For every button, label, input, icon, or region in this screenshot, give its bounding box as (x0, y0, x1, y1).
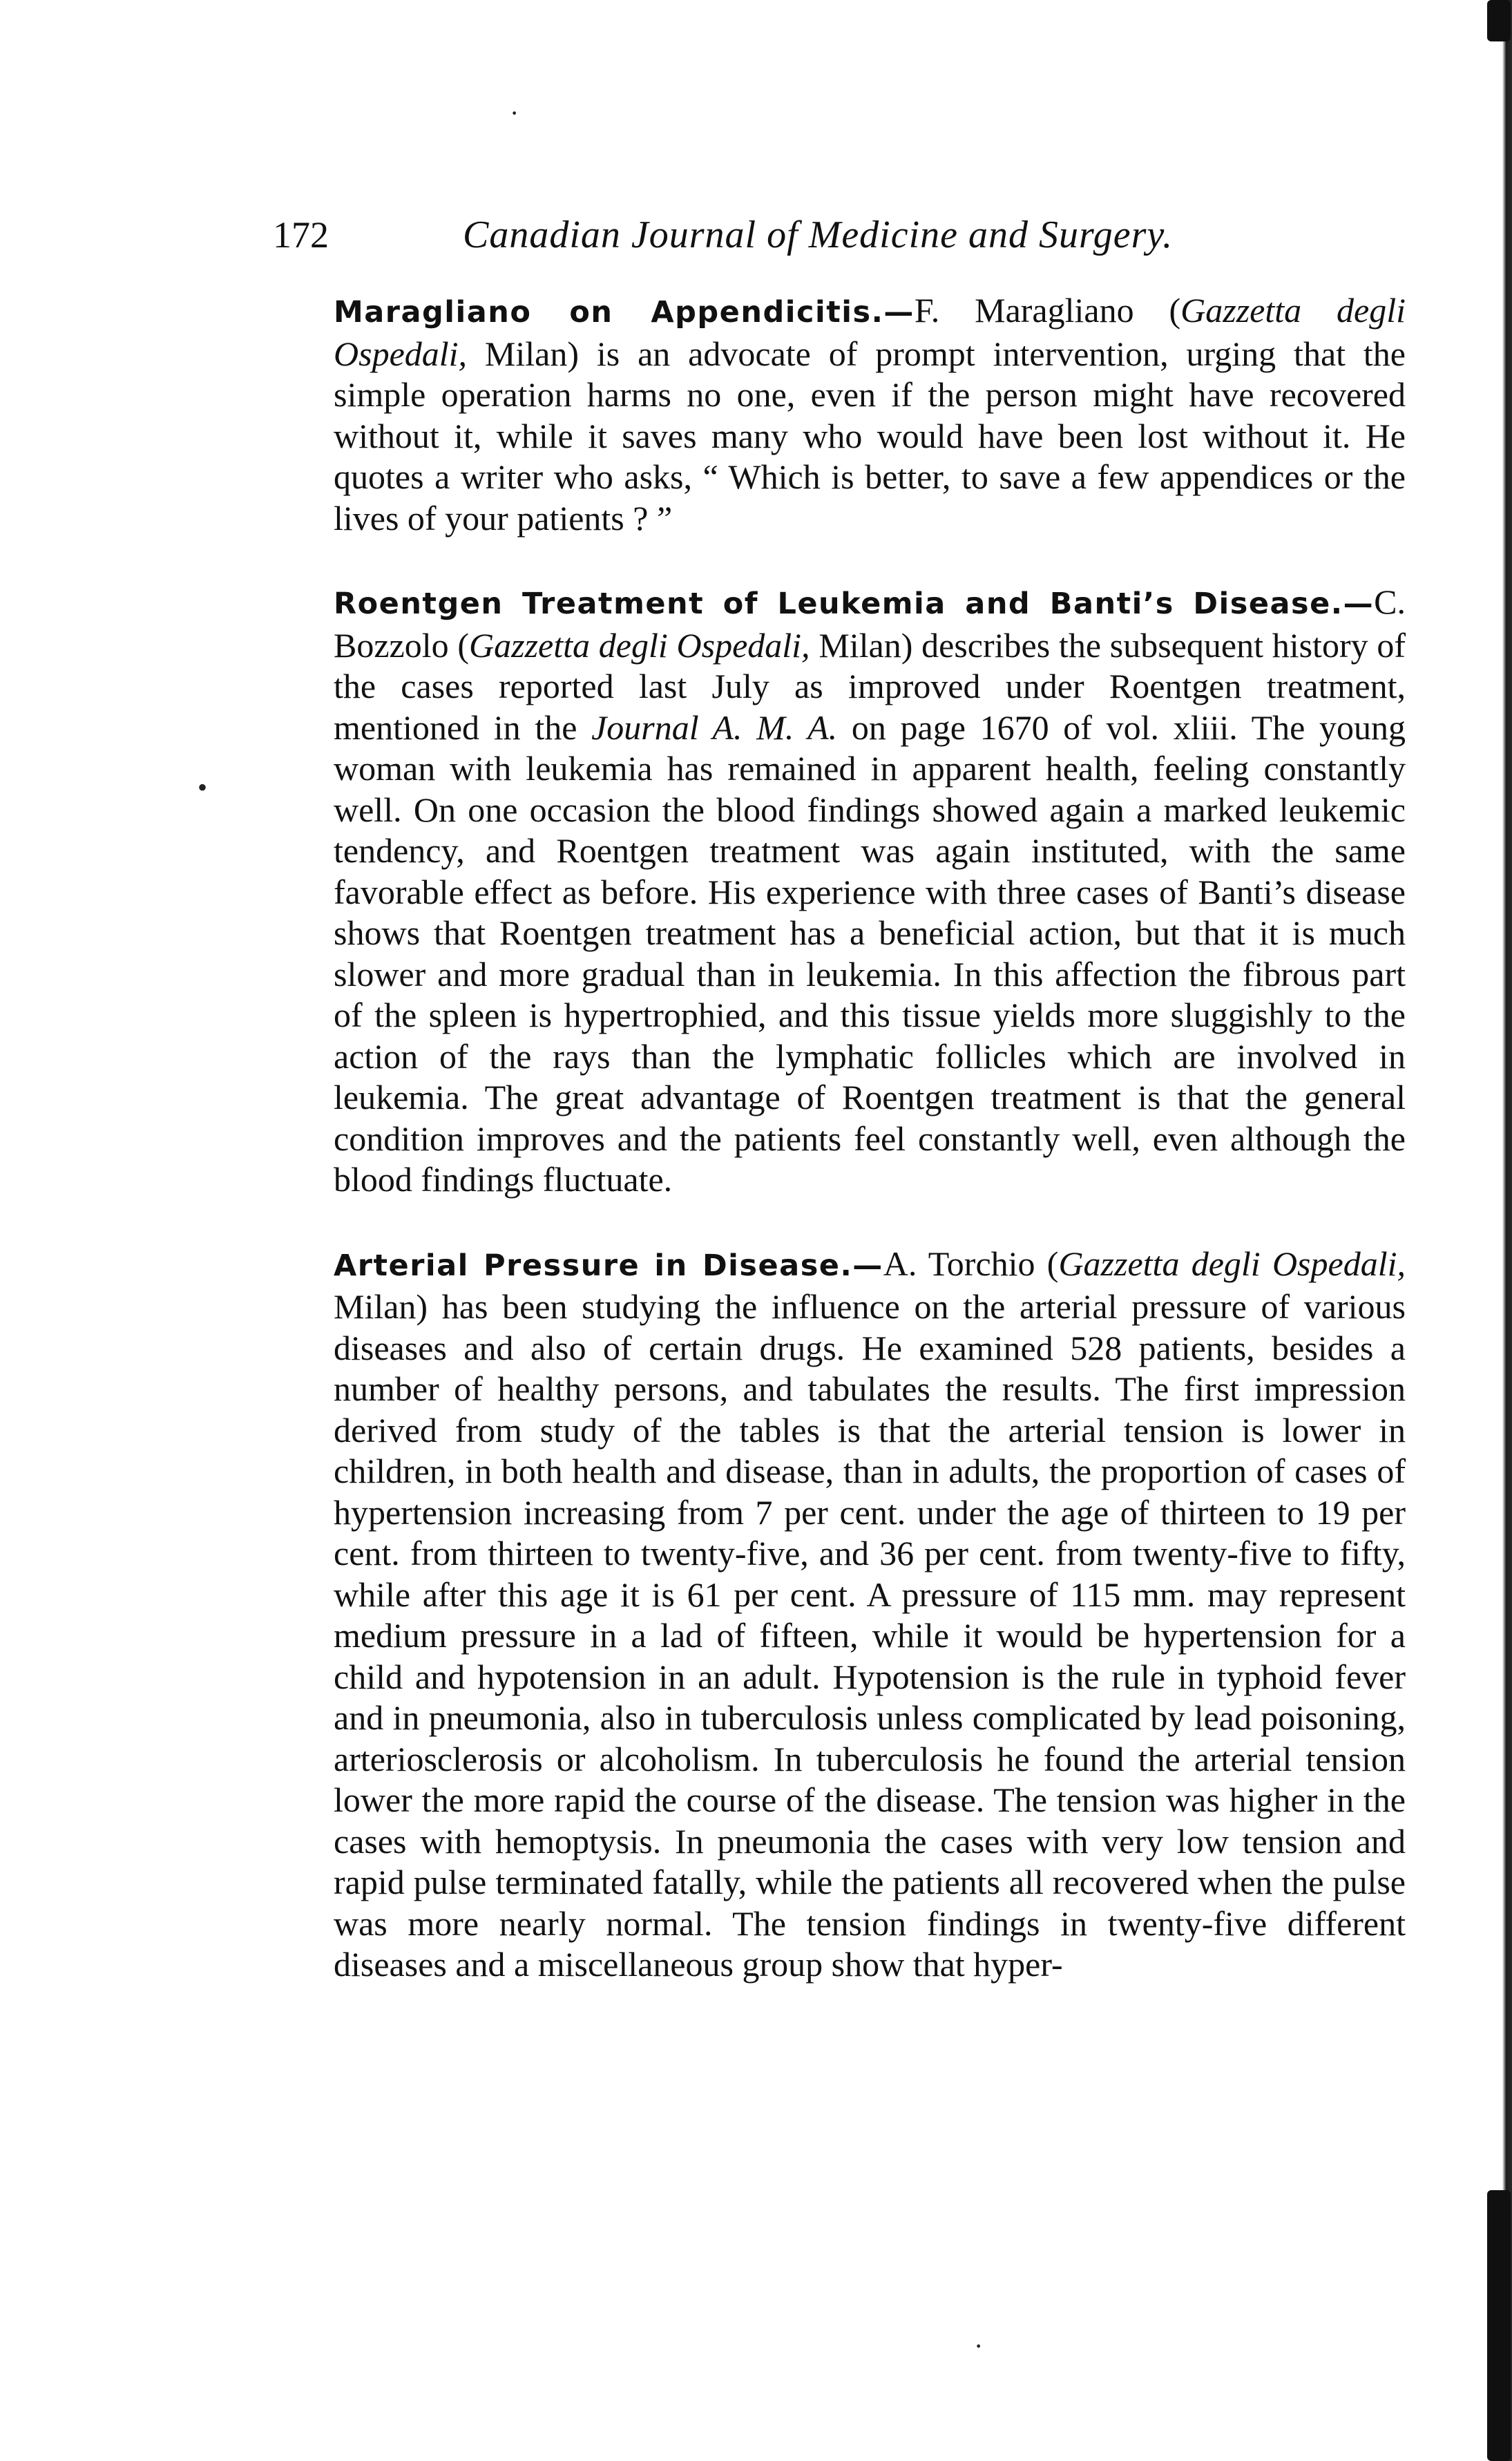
page-number: 172 (273, 214, 329, 256)
journal-title: Canadian Journal of Medicine and Surgery. (463, 213, 1174, 256)
article-text: Milan) is an advocate of prompt intervention, urging that the simple operation harms no one, even if the person might have recovered without it, while it saves many who would have been lost without it. He quotes a writer who asks, “ Which is better, to save a few appendices or the lives of your patients ? ” (334, 334, 1406, 538)
article-heading: Arterial Pressure in Disease.— (334, 1248, 883, 1283)
article-text-italic: Gazzetta degli Ospedali, (1058, 1244, 1406, 1283)
article-arterial-pressure (273, 1244, 1406, 1986)
stray-dot-margin: • (198, 772, 208, 803)
article-text-italic: Gazzetta degli Ospedali, (334, 291, 1406, 373)
article-heading: Roentgen Treatment of Leukemia and Banti’s Disease.— (334, 587, 1375, 621)
article-text: A. Torchio ( (883, 1244, 1059, 1283)
article-maragliano-appendicitis (273, 290, 1406, 539)
stray-dot-bottom: · (974, 2330, 984, 2362)
article-roentgen-leukemia (273, 582, 1406, 1201)
page-edge-blot-bottom (1487, 2190, 1511, 2461)
stray-dot-top: · (510, 97, 519, 129)
page-edge-shadow (1502, 0, 1512, 2461)
running-head (273, 200, 1406, 269)
article-text: Milan) has been studying the influence on the arterial pressure of various diseases and also of certain drugs. He examined 528 patients, besides a number of healthy persons, and tabulates the results. The first impression derived from study of the tables is that the arterial tension is lower in children, in both health and disease, than in adults, the proportion of cases of hypertension increasing from 7 per cent. under the age of thirteen to 19 per cent. from thirteen to twenty-five, and 36 per cent. from twenty-five to fifty, while after this age it is 61 per cent. A pressure of 115 mm. may represent medium pressure in a lad of fifteen, while it would be hypertension for a child and hypotension in an adult. Hypotension is the rule in typhoid fever and in pneumonia, also in tuberculosis unless complicated by lead poisoning, arteriosclerosis or alcoholism. In tuberculosis he found the arterial tension lower the more rapid the course of the disease. The tension was higher in the cases with hemoptysis. In pneumonia the cases with very low tension and rapid pulse terminated fatally, while the patients all recovered when the pulse was more nearly normal. The tension findings in twenty-five different diseases and a miscellaneous group show that hyper- (334, 1287, 1406, 1984)
page-edge-blot-top (1487, 0, 1511, 41)
article-text-italic: Gazzetta degli Ospedali, (469, 625, 810, 665)
article-text: C. Bozzolo ( (334, 582, 1406, 665)
article-text: Milan) describes the subsequent history of the cases reported last July as improved under Roentgen treatment, mentioned in the (334, 625, 1406, 747)
article-heading: Maragliano on Appendicitis.— (334, 295, 915, 330)
document-page (273, 200, 1406, 1986)
article-text: F. Maragliano ( (914, 291, 1181, 330)
article-text-italic: Journal A. M. A. (591, 707, 838, 747)
article-text: on page 1670 of vol. xliii. The young woman with leukemia has remained in apparent health, feeling constantly well. On one occasion the blood findings showed again a marked leukemic tendency, and Roentgen treatment was again instituted, with the same favorable effect as before. His experience with three cases of Banti’s disease shows that Roentgen treatment has a beneficial action, but that it is much slower and more gradual than in leukemia. In this affection the fibrous part of the spleen is hypertrophied, and this tissue yields more sluggishly to the action of the rays than the lymphatic follicles which are involved in leukemia. The great advantage of Roentgen treatment is that the general condition improves and the patients feel constantly well, even although the blood findings fluctuate. (334, 707, 1406, 1199)
